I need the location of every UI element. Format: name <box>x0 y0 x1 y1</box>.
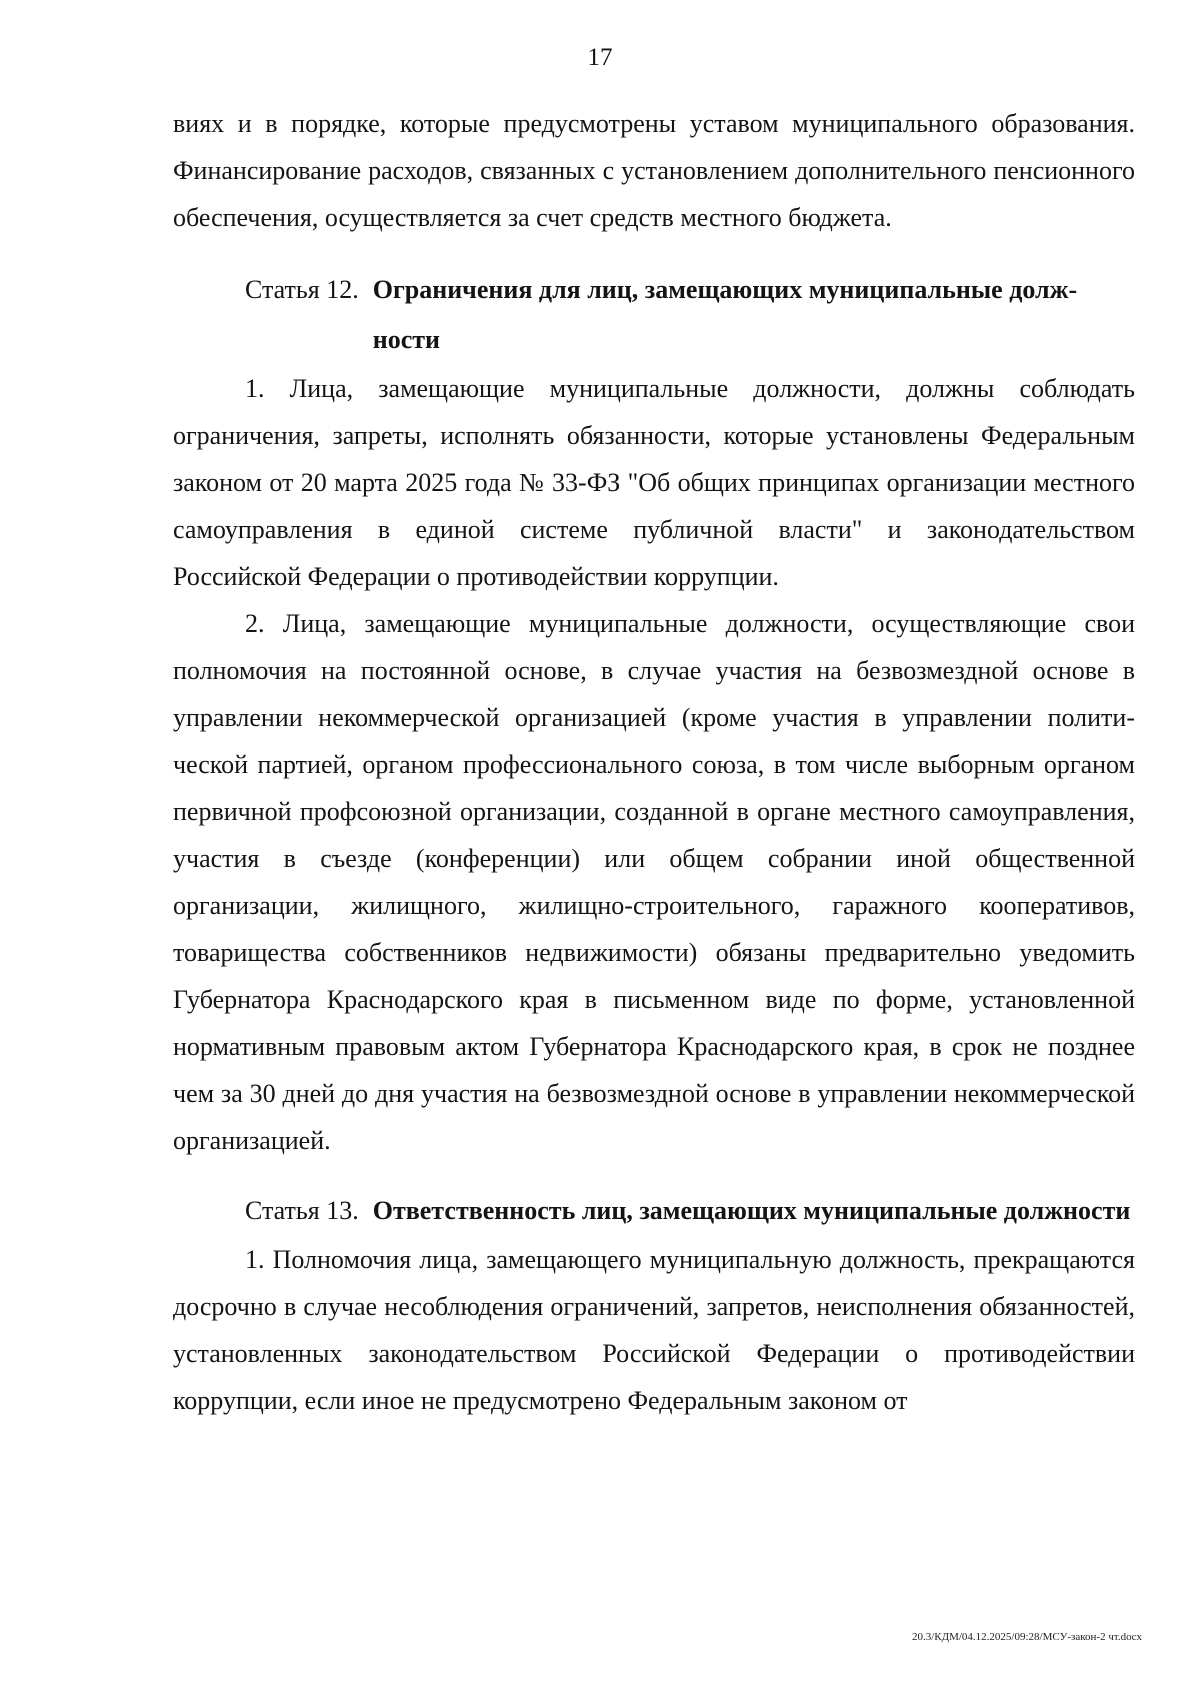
document-footer: 20.3/КДМ/04.12.2025/09:28/МСУ-закон-2 чт.docx <box>911 1631 1142 1643</box>
document-body <box>173 100 1135 1424</box>
intro-paragraph: виях и в порядке, которые предусмотрены уставом муниципального образования. Финансирование расходов, связанных с установлением дополнительного пенсионного обеспечения, осуществляется за счет средств местного бюджета. <box>173 109 1135 232</box>
article-13-heading <box>173 1186 1135 1236</box>
article-12-label: Статья 12. <box>245 275 359 304</box>
page-number: 17 <box>587 44 613 71</box>
article-13-label: Статья 13. <box>245 1196 359 1225</box>
article-13-paragraph-1: 1. Полномочия лица, замещающего муниципальную должность, прекращаются досрочно в случае несоблюдения ограничений, запретов, неисполнения обязанностей, установленных законодательством Российской Федерации о противодействии коррупции, если иное не предусмотрено Федеральным законом от <box>173 1245 1135 1415</box>
article-13-title: Ответственность лиц, замещающих муниципальные должности <box>372 1196 1131 1225</box>
article-12-title: Ограничения для лиц, замещающих муниципальные должности <box>372 275 1078 354</box>
article-12-paragraph-1: 1. Лица, замещающие муниципальные должности, должны соблюдать ограничения, запреты, исполнять обязанности, которые установлены Федеральным законом от 20 марта 2025 года № 33-ФЗ "Об общих принципах организации местного самоуправления в единой системе публичной власти" и законодательством Российской Федерации о противодействии коррупции. <box>173 374 1135 591</box>
article-12-heading <box>173 265 1135 365</box>
article-12-paragraph-2: 2. Лица, замещающие муниципальные должности, осуществляющие свои полномочия на постоянной основе, в случае участия на безвозмездной основе в управлении некоммерческой организацией (кроме участия в управлении политической партией, органом профессионального союза, в том числе выборным органом первичной профсоюзной организации, созданной в органе местного самоуправления, участия в съезде (конференции) или общем собрании иной общественной организации, жилищного, жилищно-строительного, гаражного кооперативов, товарищества собственников недвижимости) обязаны предварительно уведомить Губернатора Краснодарского края в письменном виде по форме, установленной нормативным правовым актом Губернатора Краснодарского края, в срок не позднее чем за 30 дней до дня участия на безвозмездной основе в управлении некоммерческой организацией. <box>173 609 1135 1155</box>
